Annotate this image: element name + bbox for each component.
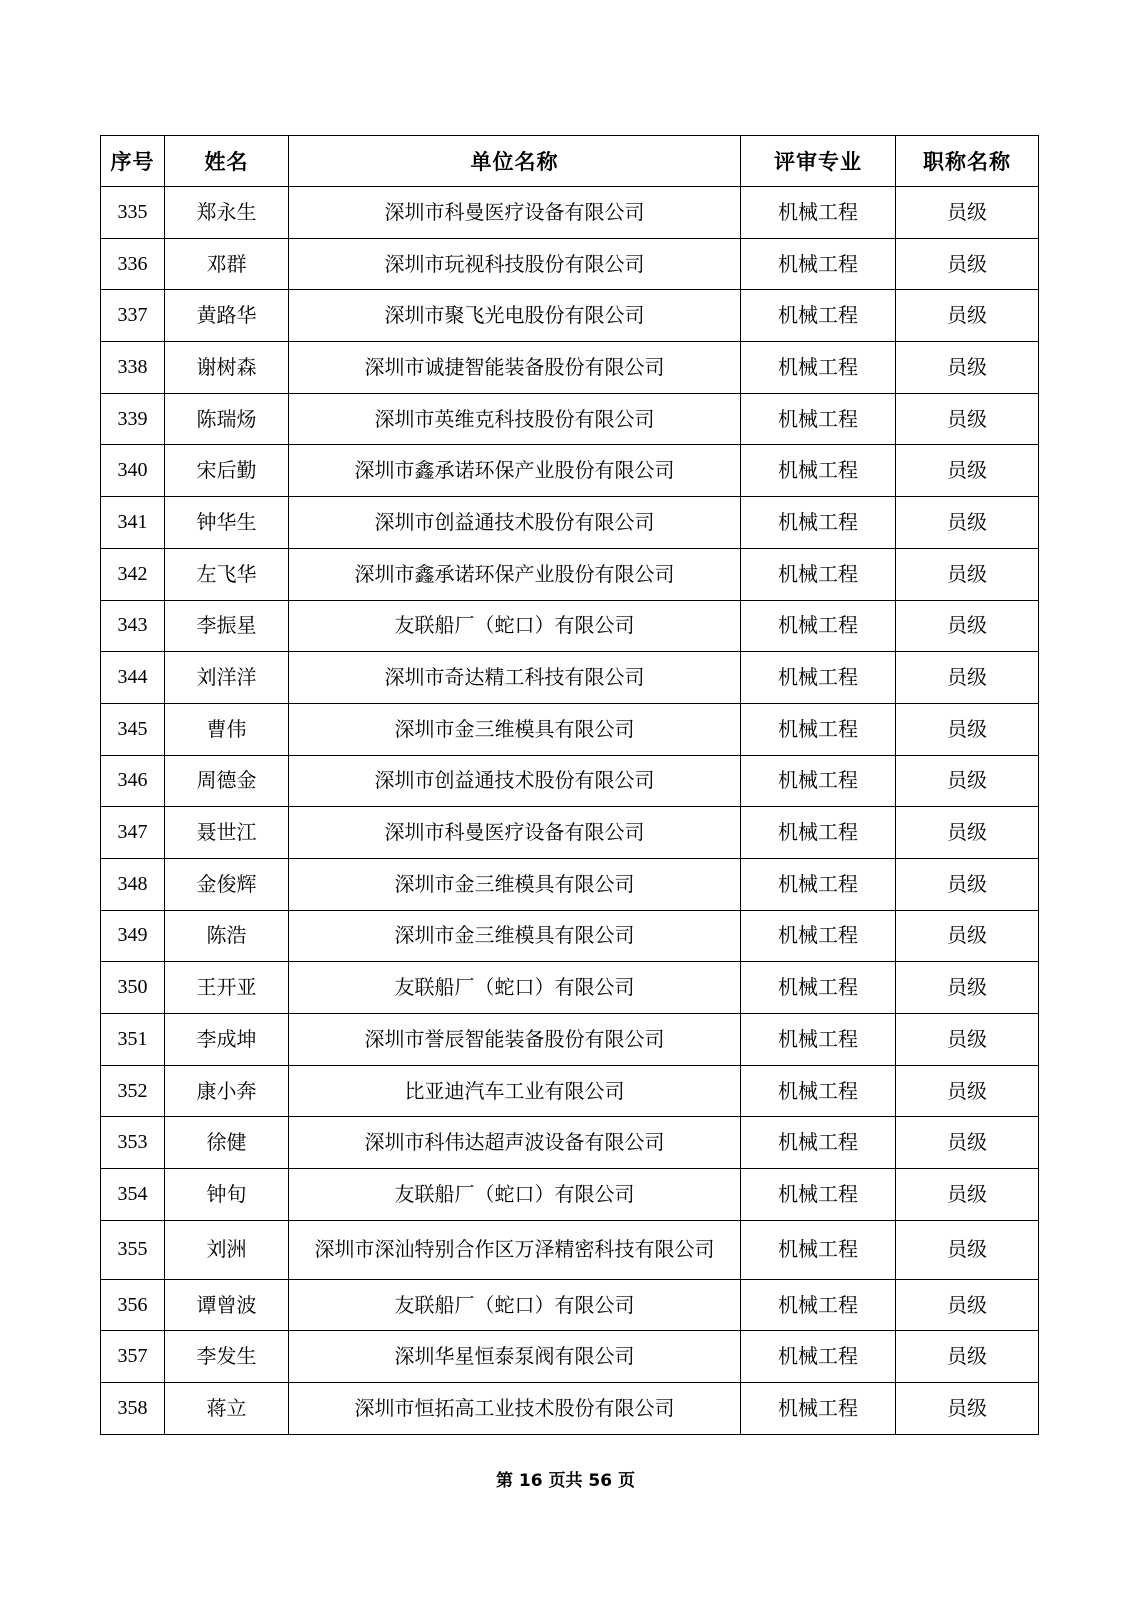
cell-serial-no: 357	[101, 1331, 165, 1383]
cell-unit-name: 深圳市誉辰智能装备股份有限公司	[289, 1014, 741, 1066]
cell-title-name: 员级	[896, 807, 1039, 859]
cell-title-name: 员级	[896, 1169, 1039, 1221]
cell-review-specialty: 机械工程	[741, 807, 896, 859]
cell-review-specialty: 机械工程	[741, 858, 896, 910]
cell-serial-no: 358	[101, 1383, 165, 1435]
table-row	[101, 1331, 1039, 1383]
cell-name: 钟华生	[165, 497, 289, 549]
header-name: 姓名	[165, 136, 289, 187]
cell-review-specialty: 机械工程	[741, 652, 896, 704]
cell-serial-no: 349	[101, 910, 165, 962]
cell-name: 邓群	[165, 238, 289, 290]
cell-name: 聂世江	[165, 807, 289, 859]
cell-serial-no: 352	[101, 1065, 165, 1117]
cell-title-name: 员级	[896, 1014, 1039, 1066]
cell-unit-name: 深圳市玩视科技股份有限公司	[289, 238, 741, 290]
cell-serial-no: 351	[101, 1014, 165, 1066]
table-row	[101, 910, 1039, 962]
cell-name: 金俊辉	[165, 858, 289, 910]
cell-review-specialty: 机械工程	[741, 342, 896, 394]
cell-serial-no: 347	[101, 807, 165, 859]
cell-review-specialty: 机械工程	[741, 1279, 896, 1331]
table-row	[101, 445, 1039, 497]
cell-serial-no: 338	[101, 342, 165, 394]
cell-name: 李发生	[165, 1331, 289, 1383]
cell-serial-no: 343	[101, 600, 165, 652]
cell-serial-no: 350	[101, 962, 165, 1014]
table-row	[101, 342, 1039, 394]
table-row	[101, 962, 1039, 1014]
cell-title-name: 员级	[896, 290, 1039, 342]
table-row	[101, 393, 1039, 445]
cell-review-specialty: 机械工程	[741, 187, 896, 239]
cell-unit-name: 友联船厂（蛇口）有限公司	[289, 962, 741, 1014]
cell-title-name: 员级	[896, 962, 1039, 1014]
table-row	[101, 755, 1039, 807]
table-row	[101, 1220, 1039, 1279]
cell-unit-name: 深圳市金三维模具有限公司	[289, 858, 741, 910]
cell-name: 宋后勤	[165, 445, 289, 497]
cell-unit-name: 深圳市深汕特别合作区万泽精密科技有限公司	[289, 1220, 741, 1279]
cell-title-name: 员级	[896, 1331, 1039, 1383]
table-row	[101, 238, 1039, 290]
cell-review-specialty: 机械工程	[741, 548, 896, 600]
table-row	[101, 1117, 1039, 1169]
table-row	[101, 1065, 1039, 1117]
cell-serial-no: 341	[101, 497, 165, 549]
cell-title-name: 员级	[896, 910, 1039, 962]
cell-unit-name: 深圳华星恒泰泵阀有限公司	[289, 1331, 741, 1383]
cell-name: 王开亚	[165, 962, 289, 1014]
cell-review-specialty: 机械工程	[741, 1331, 896, 1383]
table-row	[101, 807, 1039, 859]
cell-title-name: 员级	[896, 393, 1039, 445]
cell-review-specialty: 机械工程	[741, 238, 896, 290]
cell-unit-name: 深圳市科曼医疗设备有限公司	[289, 187, 741, 239]
cell-title-name: 员级	[896, 1279, 1039, 1331]
cell-review-specialty: 机械工程	[741, 910, 896, 962]
cell-name: 李振星	[165, 600, 289, 652]
cell-serial-no: 356	[101, 1279, 165, 1331]
cell-unit-name: 深圳市科伟达超声波设备有限公司	[289, 1117, 741, 1169]
cell-name: 康小奔	[165, 1065, 289, 1117]
cell-title-name: 员级	[896, 1220, 1039, 1279]
cell-title-name: 员级	[896, 858, 1039, 910]
cell-serial-no: 353	[101, 1117, 165, 1169]
cell-title-name: 员级	[896, 1117, 1039, 1169]
table-row	[101, 858, 1039, 910]
header-unit-name: 单位名称	[289, 136, 741, 187]
table-row	[101, 1169, 1039, 1221]
cell-review-specialty: 机械工程	[741, 703, 896, 755]
header-serial-no: 序号	[101, 136, 165, 187]
cell-review-specialty: 机械工程	[741, 1220, 896, 1279]
cell-serial-no: 339	[101, 393, 165, 445]
cell-unit-name: 深圳市创益通技术股份有限公司	[289, 497, 741, 549]
cell-unit-name: 深圳市鑫承诺环保产业股份有限公司	[289, 445, 741, 497]
cell-review-specialty: 机械工程	[741, 393, 896, 445]
table-row	[101, 600, 1039, 652]
cell-serial-no: 345	[101, 703, 165, 755]
cell-unit-name: 深圳市金三维模具有限公司	[289, 910, 741, 962]
cell-serial-no: 348	[101, 858, 165, 910]
cell-title-name: 员级	[896, 703, 1039, 755]
cell-name: 徐健	[165, 1117, 289, 1169]
cell-name: 周德金	[165, 755, 289, 807]
cell-serial-no: 346	[101, 755, 165, 807]
cell-unit-name: 深圳市鑫承诺环保产业股份有限公司	[289, 548, 741, 600]
cell-name: 谢树森	[165, 342, 289, 394]
cell-review-specialty: 机械工程	[741, 1065, 896, 1117]
cell-name: 谭曾波	[165, 1279, 289, 1331]
cell-name: 李成坤	[165, 1014, 289, 1066]
cell-review-specialty: 机械工程	[741, 600, 896, 652]
cell-unit-name: 深圳市诚捷智能装备股份有限公司	[289, 342, 741, 394]
cell-name: 陈瑞炀	[165, 393, 289, 445]
cell-review-specialty: 机械工程	[741, 445, 896, 497]
cell-unit-name: 友联船厂（蛇口）有限公司	[289, 1279, 741, 1331]
cell-unit-name: 深圳市英维克科技股份有限公司	[289, 393, 741, 445]
table-row	[101, 703, 1039, 755]
cell-serial-no: 337	[101, 290, 165, 342]
cell-review-specialty: 机械工程	[741, 962, 896, 1014]
cell-unit-name: 深圳市聚飞光电股份有限公司	[289, 290, 741, 342]
cell-serial-no: 340	[101, 445, 165, 497]
header-title-name: 职称名称	[896, 136, 1039, 187]
cell-review-specialty: 机械工程	[741, 1117, 896, 1169]
cell-title-name: 员级	[896, 548, 1039, 600]
cell-serial-no: 354	[101, 1169, 165, 1221]
cell-unit-name: 深圳市奇达精工科技有限公司	[289, 652, 741, 704]
cell-serial-no: 342	[101, 548, 165, 600]
cell-serial-no: 344	[101, 652, 165, 704]
cell-title-name: 员级	[896, 342, 1039, 394]
cell-title-name: 员级	[896, 1383, 1039, 1435]
cell-unit-name: 深圳市创益通技术股份有限公司	[289, 755, 741, 807]
cell-title-name: 员级	[896, 652, 1039, 704]
cell-name: 刘洋洋	[165, 652, 289, 704]
cell-unit-name: 比亚迪汽车工业有限公司	[289, 1065, 741, 1117]
cell-unit-name: 深圳市恒拓高工业技术股份有限公司	[289, 1383, 741, 1435]
table-row	[101, 290, 1039, 342]
cell-name: 曹伟	[165, 703, 289, 755]
cell-name: 刘洲	[165, 1220, 289, 1279]
table-header-row	[101, 136, 1039, 187]
cell-title-name: 员级	[896, 755, 1039, 807]
cell-title-name: 员级	[896, 497, 1039, 549]
cell-unit-name: 友联船厂（蛇口）有限公司	[289, 600, 741, 652]
cell-review-specialty: 机械工程	[741, 1383, 896, 1435]
table-row	[101, 187, 1039, 239]
cell-review-specialty: 机械工程	[741, 755, 896, 807]
cell-review-specialty: 机械工程	[741, 1014, 896, 1066]
cell-title-name: 员级	[896, 1065, 1039, 1117]
cell-serial-no: 355	[101, 1220, 165, 1279]
cell-review-specialty: 机械工程	[741, 497, 896, 549]
page-number-footer: 第 16 页共 56 页	[496, 1471, 635, 1491]
cell-title-name: 员级	[896, 600, 1039, 652]
cell-name: 钟旬	[165, 1169, 289, 1221]
table-row	[101, 652, 1039, 704]
table-row	[101, 497, 1039, 549]
cell-title-name: 员级	[896, 238, 1039, 290]
cell-name: 郑永生	[165, 187, 289, 239]
cell-name: 蒋立	[165, 1383, 289, 1435]
cell-name: 黄路华	[165, 290, 289, 342]
table-row	[101, 1279, 1039, 1331]
cell-unit-name: 友联船厂（蛇口）有限公司	[289, 1169, 741, 1221]
cell-unit-name: 深圳市金三维模具有限公司	[289, 703, 741, 755]
table-row	[101, 1383, 1039, 1435]
cell-unit-name: 深圳市科曼医疗设备有限公司	[289, 807, 741, 859]
cell-title-name: 员级	[896, 445, 1039, 497]
cell-serial-no: 335	[101, 187, 165, 239]
cell-review-specialty: 机械工程	[741, 290, 896, 342]
roster-table	[100, 135, 1039, 1435]
table-row	[101, 1014, 1039, 1066]
header-review-specialty: 评审专业	[741, 136, 896, 187]
table-row	[101, 548, 1039, 600]
cell-title-name: 员级	[896, 187, 1039, 239]
cell-name: 陈浩	[165, 910, 289, 962]
cell-review-specialty: 机械工程	[741, 1169, 896, 1221]
cell-serial-no: 336	[101, 238, 165, 290]
cell-name: 左飞华	[165, 548, 289, 600]
